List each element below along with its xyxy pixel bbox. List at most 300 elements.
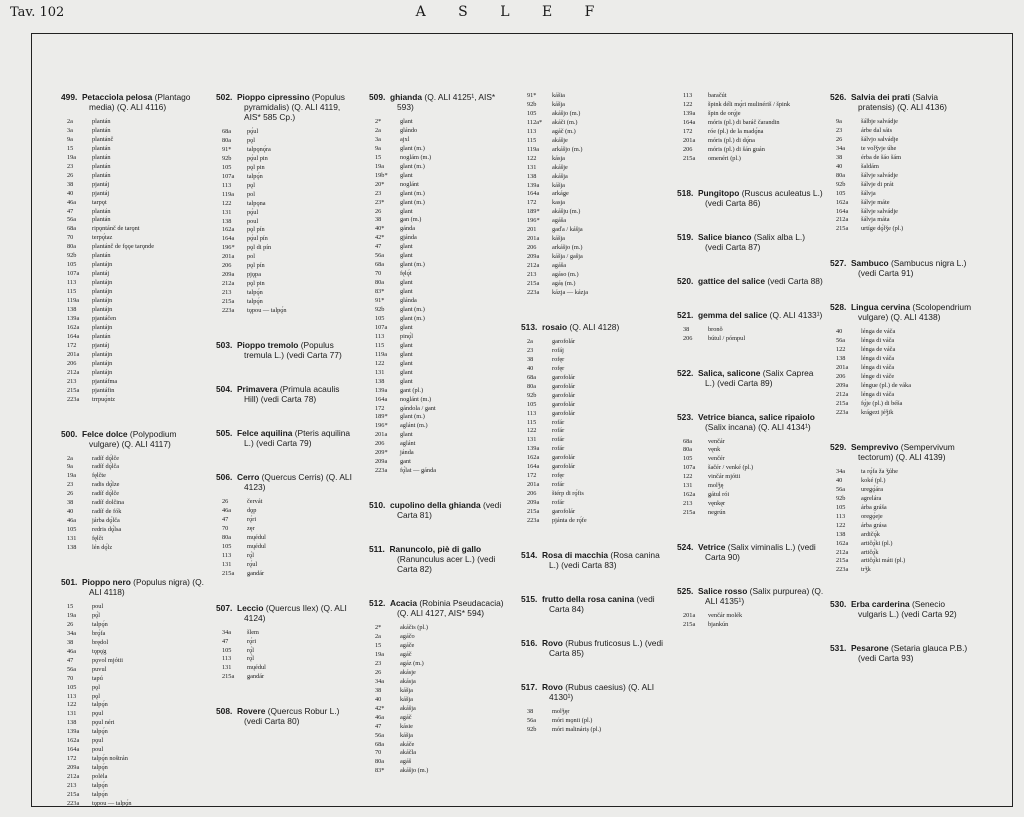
dialect-row <box>521 726 667 735</box>
dialect-form: árba gráša <box>861 503 887 511</box>
locality-code: 115 <box>67 288 77 296</box>
locality-code: 201a <box>375 431 388 439</box>
dialect-row <box>369 172 511 181</box>
dialect-form: brędol <box>92 638 109 646</box>
dialect-form: lénga de váča <box>861 346 896 354</box>
dialect-form: garofolár <box>552 463 576 471</box>
locality-code: 40 <box>836 328 843 336</box>
entry-heading <box>216 428 356 448</box>
dialect-row <box>369 758 511 767</box>
locality-code: 164a <box>683 118 696 126</box>
dialect-form: artičǫ́k <box>861 548 879 556</box>
dialect-row <box>830 400 976 409</box>
locality-code: 206 <box>527 244 537 252</box>
dialect-form: tǫpou — talpǫ́n <box>247 307 287 315</box>
dialect-form: plantán <box>92 153 111 161</box>
dialect-form: bjankún <box>708 621 729 629</box>
dialect-row <box>369 163 511 172</box>
dialect-form: garofolár <box>552 400 576 408</box>
dialect-form: lén dǫ́lz <box>92 544 113 552</box>
dialect-row <box>61 603 209 612</box>
locality-code: 47 <box>222 637 229 645</box>
dialect-row <box>369 767 511 776</box>
locality-code: 164a <box>67 332 80 340</box>
locality-code: 122 <box>683 473 693 481</box>
entry-heading <box>61 92 209 112</box>
dialect-row <box>369 279 511 288</box>
locality-code: 80a <box>222 533 232 541</box>
locality-code: 201a <box>683 136 696 144</box>
locality-code: 209a <box>375 458 388 466</box>
entry-number: 530. <box>830 599 847 610</box>
dialect-form: pjantáčen <box>92 314 117 322</box>
dialect-row <box>521 280 667 289</box>
locality-code: 215a <box>222 569 235 577</box>
entry-heading <box>216 706 356 726</box>
dialect-form: šačér / venké (pl.) <box>708 464 754 472</box>
dialect-form: talpǫ́n <box>247 172 263 180</box>
dialect-row <box>61 351 209 360</box>
dialect-row <box>830 346 976 355</box>
entry-heading <box>830 92 976 112</box>
locality-code: 189* <box>375 413 388 421</box>
locality-code: 206 <box>683 145 693 153</box>
entry-reference: (Salix purpurea) (Q. ALI 4135¹) <box>705 586 824 607</box>
entry-title: Pioppo cipressino <box>236 92 310 102</box>
map-entry <box>521 638 667 658</box>
dialect-form: aglánt <box>400 440 416 448</box>
locality-code: 113 <box>222 551 232 559</box>
map-entry <box>521 92 667 298</box>
dialect-row <box>521 347 667 356</box>
dialect-row <box>216 253 356 262</box>
entry-title: Pioppo nero <box>81 576 131 587</box>
dialect-row <box>61 279 209 288</box>
entry-title: ghianda <box>389 92 423 102</box>
dialect-form: akášja <box>552 172 568 180</box>
locality-code: 131 <box>527 163 537 171</box>
locality-code: 223a <box>527 516 540 524</box>
dialect-form: agáso (m.) <box>552 271 579 279</box>
locality-code: 3a <box>375 135 381 143</box>
dialect-form: šálvja <box>861 189 876 197</box>
entry-heading <box>216 384 356 404</box>
entry-title: Erba carderina <box>850 599 910 610</box>
dialect-form: glant <box>400 377 413 385</box>
dialect-row <box>369 351 511 360</box>
entry-number: 507. <box>216 602 233 613</box>
dialect-row <box>61 396 209 405</box>
locality-code: 213 <box>683 500 693 508</box>
dialect-form: polėla <box>92 773 108 781</box>
dialect-form: arkášjo (m.) <box>552 244 583 252</box>
entry-heading <box>677 586 824 606</box>
locality-code: 138 <box>67 544 77 552</box>
column-2 <box>216 92 356 796</box>
dialect-form: agáș (m.) <box>552 280 576 288</box>
locality-code: 40 <box>67 508 74 516</box>
dialect-row <box>830 409 976 418</box>
locality-code: 38 <box>375 686 382 694</box>
locality-code: 91* <box>222 145 232 153</box>
entry-number: 505. <box>216 428 233 439</box>
entry-title: gattice del salice <box>697 275 766 286</box>
dialect-row <box>216 155 356 164</box>
dialect-row <box>369 458 511 467</box>
dialect-form: kášja <box>400 695 413 703</box>
locality-code: 215a <box>67 791 80 798</box>
dialect-form: trǯk <box>861 566 871 574</box>
dialect-row <box>61 252 209 261</box>
dialect-form: šálvjo salvádje <box>861 135 899 143</box>
entry-reference: (Quercus Ilex) (Q. ALI 4124) <box>244 602 347 623</box>
entry-reference: (Populus pyramidalis) (Q. ALI 4119, AIS* 585 Cp.) <box>244 92 345 122</box>
entry-number: 528. <box>830 302 847 313</box>
dialect-row <box>61 535 209 544</box>
dialect-form: pjantáj <box>92 189 110 197</box>
locality-code: 15 <box>375 642 382 650</box>
entry-title: Cerro <box>236 472 260 483</box>
entry-number: 513. <box>521 321 538 332</box>
dialect-form: akášjo (m.) <box>400 767 429 775</box>
dialect-row <box>521 92 667 101</box>
entry-number: 522. <box>677 367 694 378</box>
dialect-row <box>369 315 511 324</box>
locality-code: 91* <box>527 92 537 99</box>
dialect-row <box>61 378 209 387</box>
dialect-form: mųédul <box>247 533 266 541</box>
locality-code: 68a <box>375 740 385 748</box>
locality-code: 139a <box>527 445 540 453</box>
dialect-row <box>369 642 511 651</box>
locality-code: 223a <box>222 307 235 315</box>
dialect-form: pjantáj <box>92 341 110 349</box>
locality-code: 113 <box>527 409 537 417</box>
dialect-form: ǥant (pl.) <box>400 386 424 394</box>
dialect-form: tarpǫt <box>92 198 107 206</box>
map-entry <box>369 500 511 520</box>
dialect-row <box>830 531 976 540</box>
dialect-form: rofár <box>552 445 565 453</box>
locality-code: 172 <box>683 127 693 135</box>
locality-code: 201a <box>683 612 696 620</box>
dialect-form: talpǫ́n <box>247 289 263 297</box>
page-frame <box>31 33 1013 807</box>
dialect-row <box>369 306 511 315</box>
dialect-row <box>521 208 667 217</box>
locality-code: 162a <box>836 539 849 547</box>
locality-code: 131 <box>67 710 77 718</box>
dialect-row <box>677 335 824 344</box>
entry-reference: (Polypodium vulgare) (Q. ALI 4117) <box>89 428 177 449</box>
locality-code: 113 <box>683 92 693 99</box>
entry-heading <box>830 643 976 663</box>
locality-code: 201a <box>836 364 849 372</box>
dialect-form: talpǫ́n <box>92 701 108 709</box>
dialect-row <box>61 455 209 464</box>
dialect-form: ǥandár <box>247 673 265 681</box>
locality-code: 34a <box>836 467 846 475</box>
dialect-row <box>677 92 824 101</box>
column-1 <box>61 92 209 807</box>
locality-code: 119a <box>375 350 388 358</box>
dialect-form: urtíge dǫ́lǯe (pl.) <box>861 225 904 233</box>
dialect-form: glant <box>400 350 413 358</box>
locality-code: 113 <box>222 181 232 189</box>
map-entry <box>830 643 976 663</box>
locality-code: 34a <box>836 144 846 152</box>
locality-code: 38 <box>527 707 534 715</box>
dialect-row <box>830 225 976 234</box>
dialect-form: rofár <box>552 436 565 444</box>
dialect-row <box>216 209 356 218</box>
locality-code: 105 <box>836 189 846 197</box>
dialect-row <box>677 621 824 630</box>
dialect-form: plantájn <box>92 323 113 331</box>
dialect-row <box>369 749 511 758</box>
dialect-row <box>521 392 667 401</box>
dialect-row <box>830 172 976 181</box>
locality-code: 19a <box>67 472 77 480</box>
dialect-form: talpǫnǫ́ra <box>247 145 271 153</box>
locality-code: 47 <box>375 243 382 251</box>
dialect-row <box>369 324 511 333</box>
dialect-form: omenéri (pl.) <box>708 154 741 162</box>
dialect-row <box>61 782 209 791</box>
locality-code: 206 <box>67 359 77 367</box>
map-entry <box>677 232 824 252</box>
dialect-form: bútul / pómpul <box>708 334 746 342</box>
entry-title: Felce dolce <box>81 428 128 439</box>
dialect-form: garofolár <box>552 337 576 345</box>
locality-code: 212a <box>67 773 80 781</box>
dialect-form: akáčla <box>400 749 417 757</box>
map-entry <box>677 92 824 164</box>
entry-number: 519. <box>677 231 694 242</box>
dialect-form: talpǫna <box>247 199 266 207</box>
locality-code: 201 <box>527 226 537 234</box>
dialect-row <box>369 199 511 208</box>
map-entry <box>830 92 976 234</box>
dialect-form: puvul <box>92 665 107 673</box>
locality-code: 80a <box>375 758 385 766</box>
dialect-form: plantán <box>92 118 111 125</box>
dialect-form: pǫl <box>92 683 101 691</box>
locality-code: 83* <box>375 767 385 775</box>
dialect-form: koké (pl.) <box>861 476 886 484</box>
locality-code: 164a <box>222 235 235 243</box>
dialect-row <box>216 200 356 209</box>
dialect-row <box>216 552 356 561</box>
entry-title: Salice bianco <box>697 231 752 242</box>
entry-reference: (Quercus Robur L.) (vedi Carta 80) <box>244 706 340 727</box>
dialect-form: radíf dǫ́lče <box>92 490 120 498</box>
dialect-row <box>830 373 976 382</box>
entry-heading <box>216 472 356 492</box>
locality-code: 23* <box>375 198 385 206</box>
dialect-form: kášja <box>400 686 413 694</box>
dialect-form: plantán <box>92 216 111 224</box>
dialect-form: móri mǫnii (pl.) <box>552 716 593 724</box>
locality-code: 139a <box>67 314 80 322</box>
dialect-form: pjǫpa <box>247 271 261 279</box>
locality-code: 223a <box>836 566 849 574</box>
dialect-form: pǫl <box>247 136 256 144</box>
dialect-row <box>677 438 824 447</box>
locality-code: 2* <box>375 118 382 125</box>
locality-code: 92b <box>836 180 846 188</box>
locality-code: 105 <box>375 314 385 322</box>
dialect-form: rǫ́ri <box>247 515 257 523</box>
dialect-form: ǥan (m.) <box>400 216 422 224</box>
dialect-form: glánda <box>400 297 417 305</box>
locality-code: 105 <box>67 526 77 534</box>
entry-title: Leccio <box>236 602 264 613</box>
dialect-row <box>61 199 209 208</box>
entry-title: cupolino della ghianda <box>389 500 481 511</box>
dialect-form: molǯę <box>708 482 724 490</box>
locality-code: 38 <box>67 180 74 188</box>
entry-number: 510. <box>369 500 386 511</box>
dialect-form: plantán <box>92 144 111 152</box>
locality-code: 9a <box>67 463 73 471</box>
dialect-row <box>521 499 667 508</box>
locality-code: 138 <box>527 172 537 180</box>
locality-code: 209a <box>67 764 80 772</box>
dialect-row <box>830 118 976 127</box>
dialect-row <box>830 504 976 513</box>
dialect-form: kázja — kázja <box>552 288 589 296</box>
dialect-row <box>830 364 976 373</box>
locality-code: 115 <box>527 136 537 144</box>
locality-code: 138 <box>67 719 77 727</box>
dialect-form: pjantáfma <box>92 377 118 385</box>
entry-reference: (Q. ALI 4128) <box>569 321 620 332</box>
dialect-row <box>216 507 356 516</box>
map-entry <box>521 682 667 735</box>
dialect-form: kášja <box>552 235 565 243</box>
entry-heading <box>830 442 976 462</box>
locality-code: 9a <box>67 135 73 143</box>
dialect-row <box>521 137 667 146</box>
dialect-form: rofęr <box>552 364 565 372</box>
locality-code: 122 <box>836 346 846 354</box>
dialect-form: rofár <box>552 481 565 489</box>
locality-code: 138 <box>836 355 846 363</box>
dialect-row <box>830 163 976 172</box>
dialect-form: pǫl pin <box>247 163 265 171</box>
locality-code: 113 <box>67 692 77 700</box>
entry-reference: (Populus tremula L.) (vedi Carta 77) <box>244 340 342 361</box>
dialect-form: šálvje máte <box>861 198 890 206</box>
dialect-form: te volǯvje úhe <box>861 144 897 152</box>
entry-title: Salice rosso <box>697 586 748 597</box>
dialect-form: tǫpǫ̇g <box>92 647 107 655</box>
dialect-form: šálvje di prát <box>861 180 894 188</box>
dialect-form: rofár <box>552 499 565 507</box>
dialect-form: molǯęr <box>552 707 570 715</box>
entry-title: Rovo <box>541 637 563 648</box>
dialect-row <box>830 337 976 346</box>
locality-code: 68a <box>67 225 77 233</box>
locality-code: 113 <box>67 279 77 287</box>
dialect-row <box>61 800 209 809</box>
dialect-row <box>61 791 209 800</box>
locality-code: 162a <box>222 226 235 234</box>
locality-code: 213 <box>67 377 77 385</box>
dialect-row <box>61 163 209 172</box>
dialect-row <box>521 110 667 119</box>
locality-code: 46a <box>222 506 232 514</box>
dialect-row <box>369 225 511 234</box>
dialect-form: rofár <box>552 418 565 426</box>
dialect-form: glant (m.) <box>400 413 425 421</box>
locality-code: 56a <box>375 252 385 260</box>
locality-code: 19a <box>67 153 77 161</box>
locality-code: 38 <box>67 499 74 507</box>
entry-heading <box>830 302 976 322</box>
dialect-row <box>61 315 209 324</box>
entry-heading <box>61 429 209 449</box>
entry-number: 499. <box>61 92 78 102</box>
dialect-form: pǫl pín <box>247 262 265 270</box>
locality-code: 23 <box>67 162 74 170</box>
locality-code: 56a <box>67 216 77 224</box>
dialect-form: tapú <box>92 674 103 682</box>
dialect-form: terpǫ́taz <box>92 234 113 242</box>
dialect-form: mųédul <box>247 542 266 550</box>
locality-code: 212a <box>836 216 849 224</box>
locality-code: 215a <box>527 508 540 516</box>
dialect-form: redris dǫ́lsa <box>92 526 122 534</box>
locality-code: 34a <box>375 677 385 685</box>
dialect-form: rǫ́l <box>247 646 254 654</box>
dialect-form: dǫp <box>247 506 257 514</box>
dialect-row <box>369 440 511 449</box>
locality-code: 212a <box>222 280 235 288</box>
dialect-form: móri malináriș (pl.) <box>552 725 602 733</box>
dialect-form: agáčo <box>400 633 415 641</box>
dialect-form: plantán <box>92 332 111 340</box>
dialect-row <box>369 261 511 270</box>
dialect-form: radíf dǫ́lča <box>92 463 120 471</box>
dialect-row <box>369 181 511 190</box>
locality-code: 47 <box>222 515 229 523</box>
dialect-row <box>369 252 511 261</box>
locality-code: 162a <box>527 454 540 462</box>
locality-code: 70 <box>222 524 229 532</box>
entry-title: Rosa di macchia <box>541 549 609 560</box>
dialect-form: šálvja máta <box>861 216 890 224</box>
dialect-row <box>521 356 667 365</box>
dialect-row <box>61 261 209 270</box>
map-entry <box>677 188 824 208</box>
dialect-row <box>61 728 209 737</box>
entry-title: Pioppo tremolo <box>236 340 299 351</box>
entry-title: Semprevivo <box>850 441 899 452</box>
dialect-row <box>521 445 667 454</box>
locality-code: 9a <box>836 118 842 125</box>
locality-code: 80a <box>67 243 77 251</box>
dialect-form: gándola / ǥant <box>400 404 436 412</box>
entry-number: 521. <box>677 309 694 320</box>
dialect-form: plantájn <box>92 261 113 269</box>
dialect-form: pǫ́ul pín <box>247 235 268 243</box>
map-entry <box>61 92 209 405</box>
dialect-form: plantán <box>92 162 111 170</box>
entry-title: Rovere <box>236 706 266 717</box>
dialect-row <box>521 199 667 208</box>
